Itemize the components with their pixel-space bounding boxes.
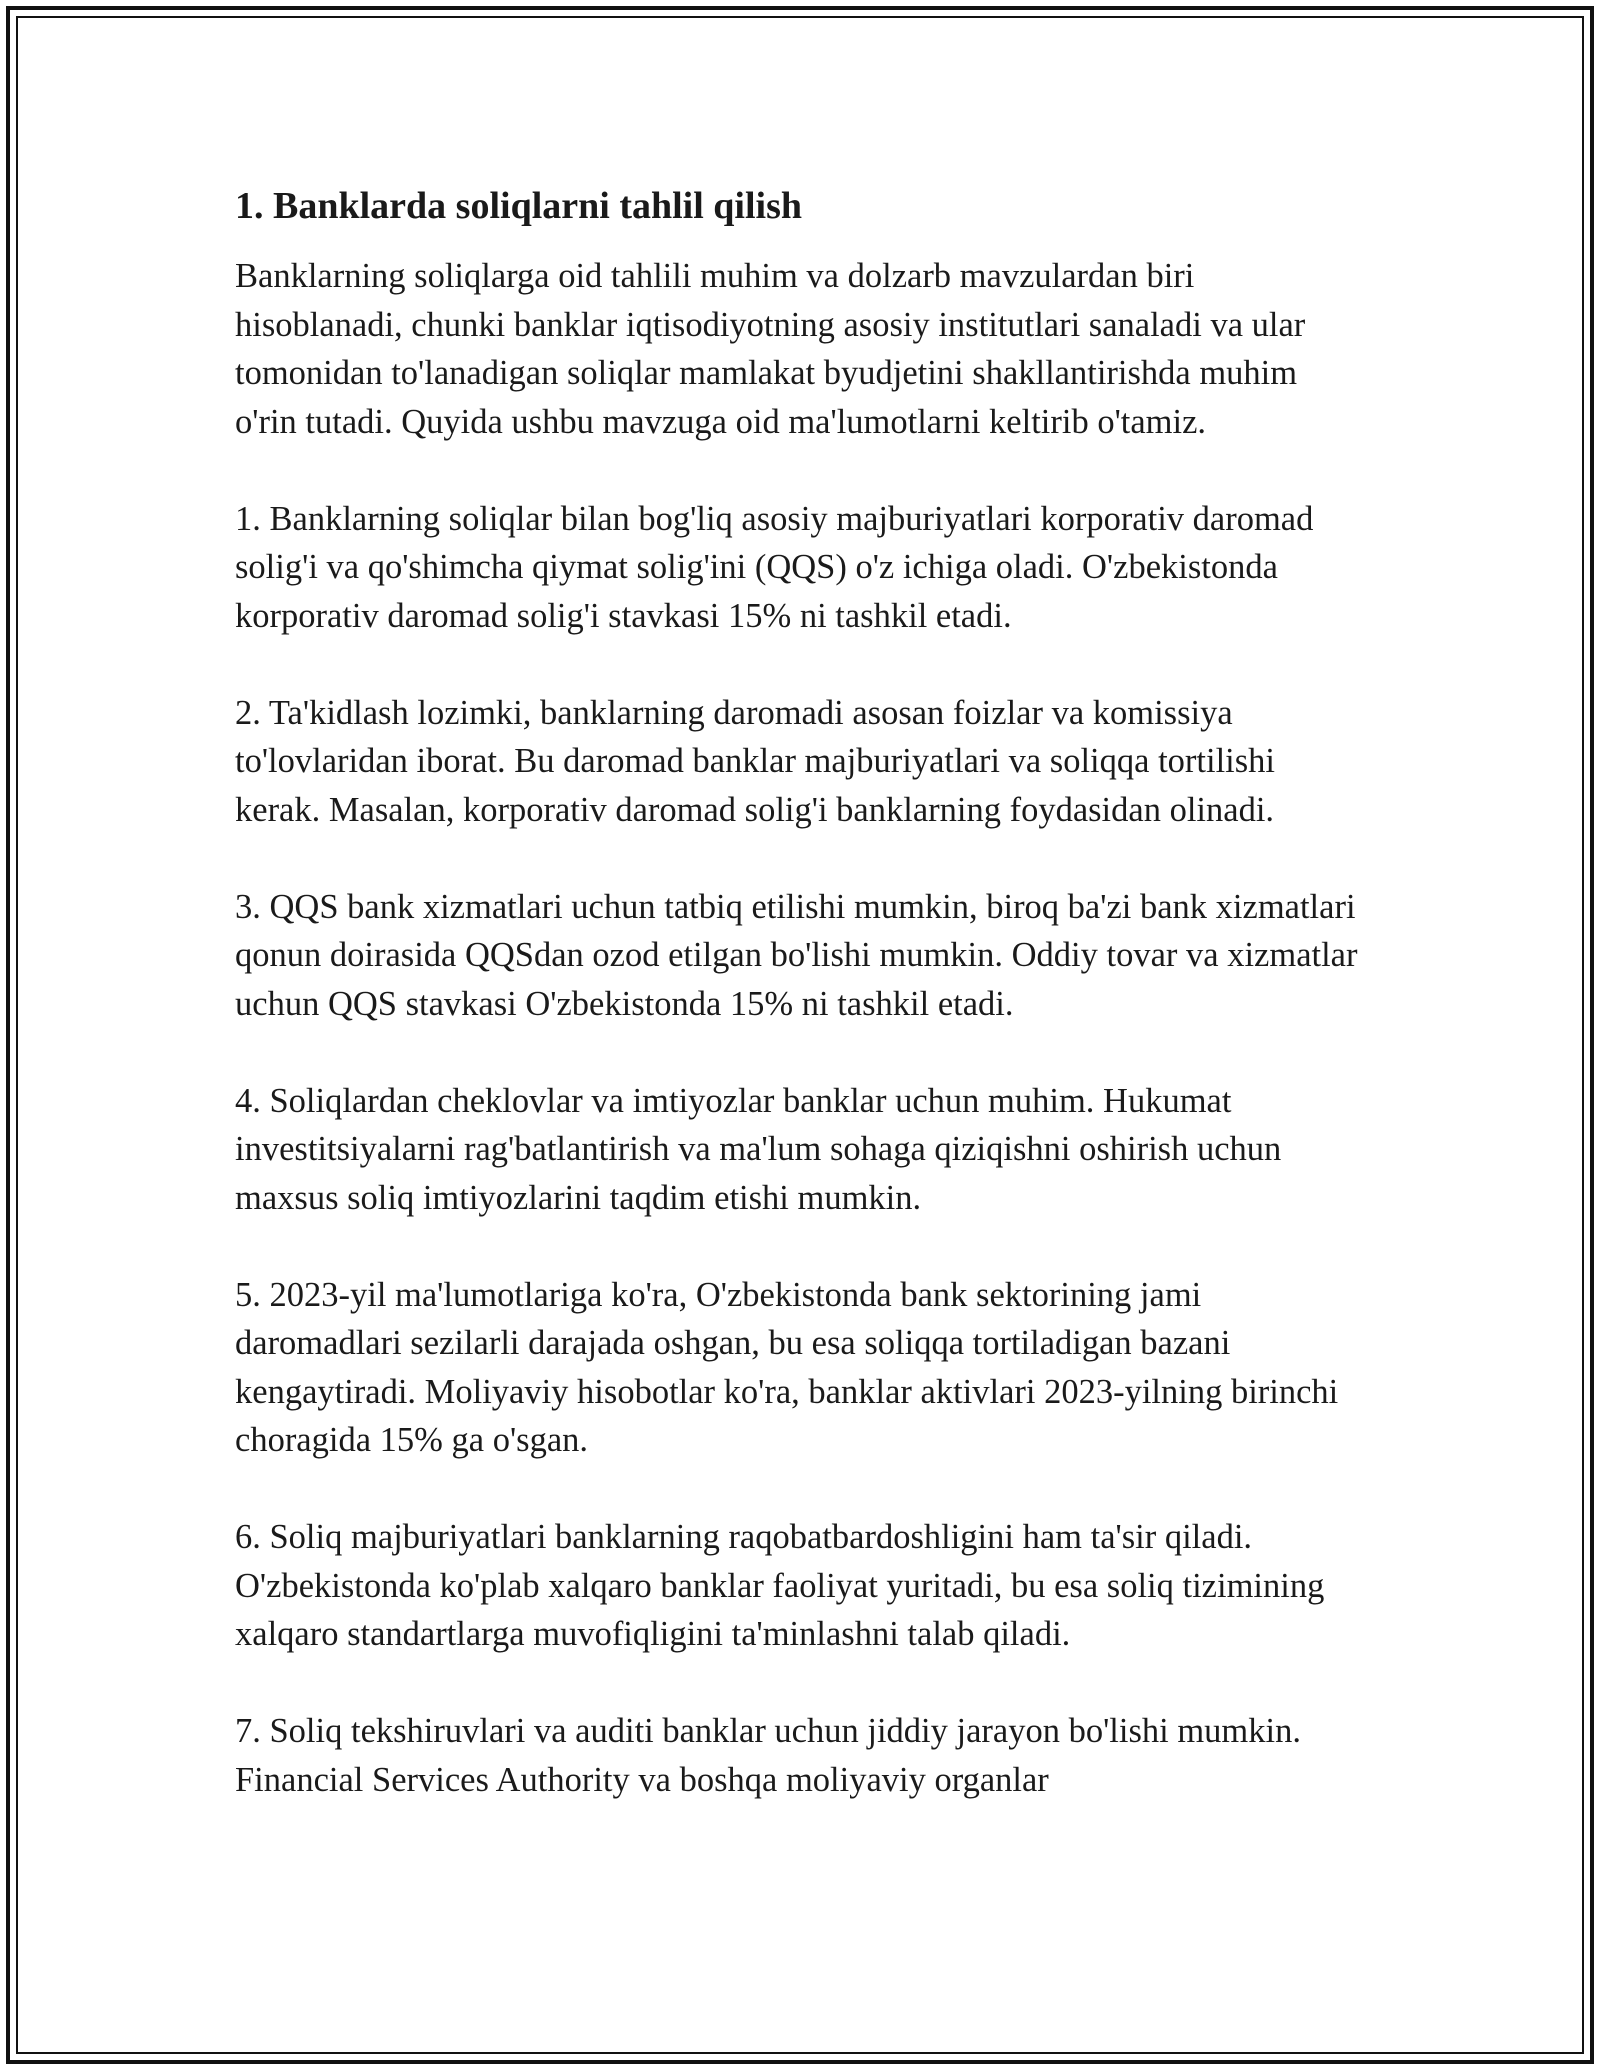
paragraph-3: 3. QQS bank xizmatlari uchun tatbiq etilishi mumkin, biroq ba'zi bank xizmatlari qonun doirasida QQSdan ozod etilgan bo'lishi mumkin. Oddiy tovar va xizmatlar uchun QQS stavkasi O'zbekistonda 15% ni tashkil etadi. — [235, 887, 1358, 1023]
paragraph-1: 1. Banklarning soliqlar bilan bog'liq asosiy majburiyatlari korporativ daromad solig'i va qo'shimcha qiymat solig'ini (QQS) o'z ichiga oladi. O'zbekistonda korporativ daromad solig'i stavkasi 15% ni tashkil etadi. — [235, 499, 1314, 635]
paragraph-7: 7. Soliq tekshiruvlari va auditi banklar uchun jiddiy jarayon bo'lishi mumkin. Financial Services Authority va boshqa moliyaviy organlar — [235, 1712, 1301, 1799]
document-body — [235, 182, 1365, 1853]
document-title: 1. Banklarda soliqlarni tahlil qilish — [235, 185, 803, 227]
paragraph-6: 6. Soliq majburiyatlari banklarning raqobatbardoshligini ham ta'sir qiladi. O'zbekistonda ko'plab xalqaro banklar faoliyat yuritadi, bu esa soliq tizimining xalqaro standartlarga muvofiqligini ta'minlashni talab qiladi. — [235, 1518, 1325, 1653]
intro-paragraph: Banklarning soliqlarga oid tahlili muhim va dolzarb mavzulardan biri hisoblanadi, chunki banklar iqtisodiyotning asosiy institutlari sanaladi va ular tomonidan to'lanadigan soliqlar mamlakat byudjetini shakllantirishda muhim o'rin tutadi. Quyida ushbu mavzuga oid ma'lumotlarni keltirib o'tamiz. — [235, 257, 1306, 441]
paragraph-4: 4. Soliqlardan cheklovlar va imtiyozlar banklar uchun muhim. Hukumat investitsiyalarni rag'batlantirish va ma'lum sohaga qiziqishni oshirish uchun maxsus soliq imtiyozlarini taqdim etishi mumkin. — [235, 1081, 1282, 1217]
paragraph-5: 5. 2023-yil ma'lumotlariga ko'ra, O'zbekistonda bank sektorining jami daromadlari sezilarli darajada oshgan, bu esa soliqqa tortiladigan bazani kengaytiradi. Moliyaviy hisobotlar ko'ra, banklar aktivlari 2023-yilning birinchi choragida 15% ga o'sgan. — [235, 1275, 1339, 1459]
paragraph-2: 2. Ta'kidlash lozimki, banklarning daromadi asosan foizlar va komissiya to'lovlaridan iborat. Bu daromad banklar majburiyatlari va soliqqa tortilishi kerak. Masalan, korporativ daromad solig'i banklarning foydasidan olinadi. — [235, 693, 1276, 829]
